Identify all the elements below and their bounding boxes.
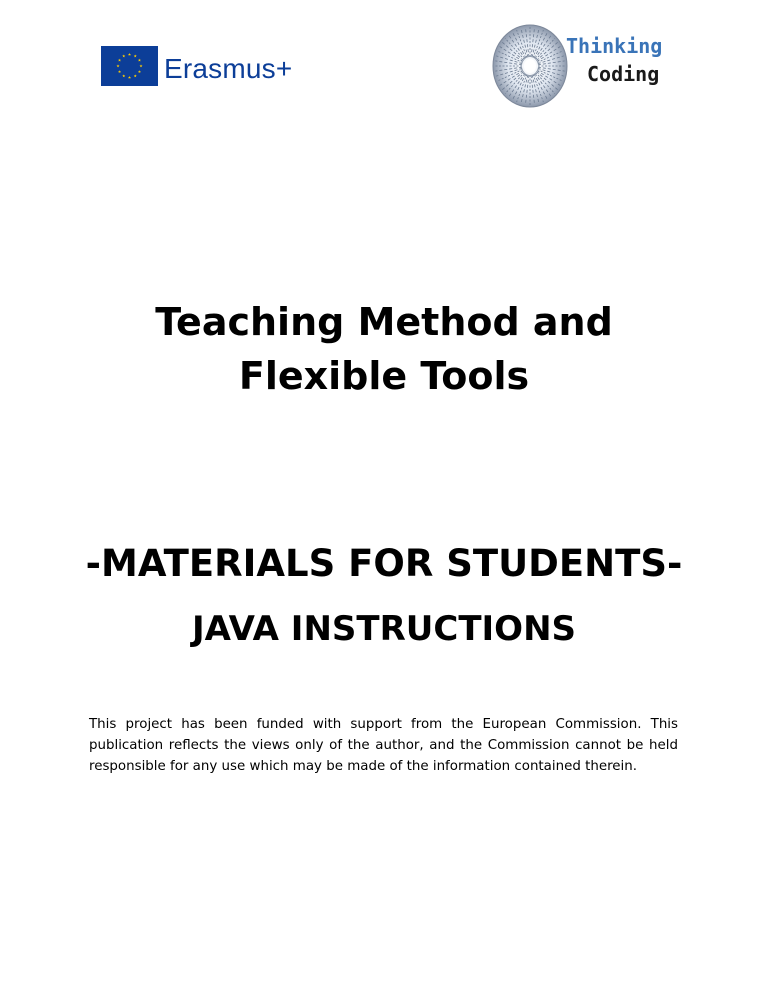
funding-disclaimer: This project has been funded with support from the European Commission. This publication reflects the views only of the author, and the Commission cannot be held responsible for any use which may be made of the information contained therein.	[89, 717, 678, 774]
subtitle-materials: -MATERIALS FOR STUDENTS-	[85, 542, 683, 585]
erasmus-wordmark: Erasmus+	[164, 53, 293, 84]
globe-center	[524, 59, 536, 73]
title-line-2: Flexible Tools	[238, 354, 530, 398]
erasmus-logo	[101, 46, 292, 86]
globe-icon	[490, 22, 570, 110]
page-title	[0, 295, 768, 403]
eu-flag-icon	[101, 46, 158, 86]
coding-wordmark: Coding	[587, 62, 660, 86]
eu-flag-background	[101, 46, 158, 86]
thinking-coding-logo	[490, 22, 680, 114]
title-line-1: Teaching Method and	[155, 300, 613, 344]
thinking-wordmark: Thinking	[566, 34, 663, 58]
subtitle-java: JAVA INSTRUCTIONS	[191, 609, 577, 649]
